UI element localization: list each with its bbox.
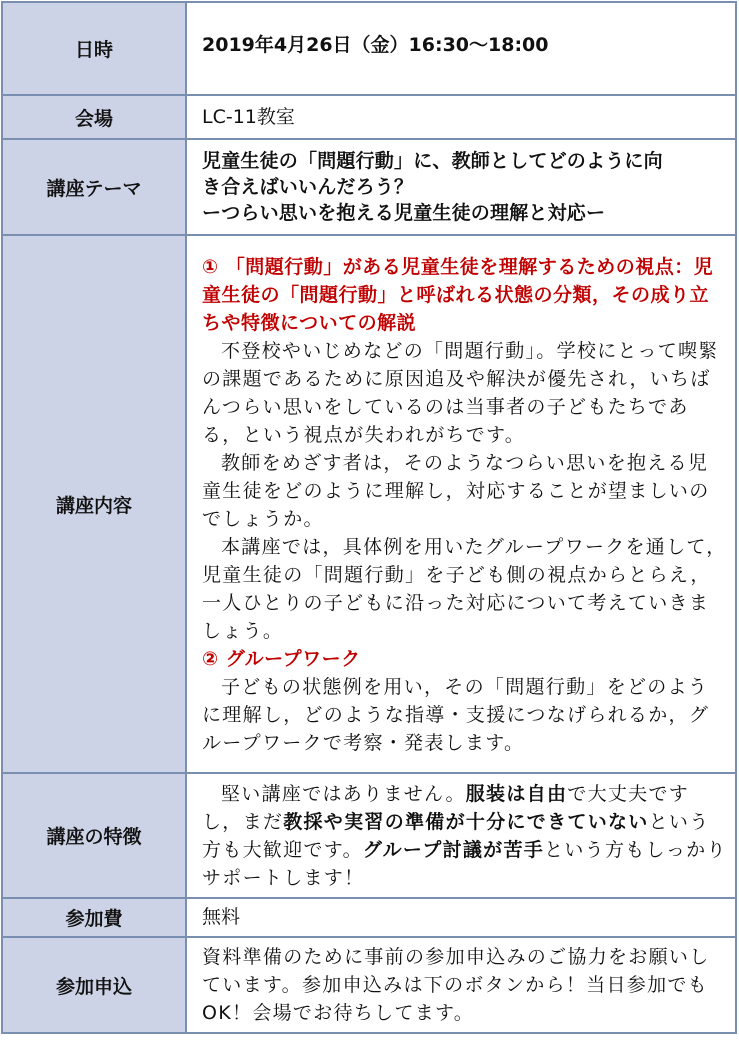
feature-value-cell (186, 773, 736, 898)
row-feature (2, 773, 736, 898)
date-value-cell (186, 2, 736, 95)
feature-text-2: で大丈夫ですし，まだ (202, 782, 690, 833)
feature-bold-2: 教採や実習の準備が十分にできていない (283, 810, 649, 833)
theme-line-1: 児童生徒の「問題行動」に、教師としてどのように向 (202, 150, 663, 172)
feature-bold-3: グループ討議が苦手 (362, 838, 545, 861)
content-heading-1: ① 「問題行動」がある児童生徒を理解するための視点：児童生徒の「問題行動」と呼ばれる状態の分類，その成り立ちや特徴についての解説 (202, 256, 714, 334)
content-heading-2: ② グループワーク (202, 648, 361, 670)
row-fee (2, 898, 736, 937)
seminar-info-table (1, 1, 737, 1034)
content-paragraph-1: 不登校やいじめなどの「問題行動」。学校にとって喫緊の課題であるために原因追及や解決が優先され，いちばんつらい思いをしているのは当事者の子どもたちである，という視点が失われがちです。 (202, 340, 719, 446)
row-content (2, 235, 736, 773)
date-label: 日時 (2, 2, 186, 95)
feature-text-1: 堅い講座ではありません。 (221, 782, 466, 805)
theme-value-cell (186, 139, 736, 235)
date-value: 2019年4月26日（金）16:30〜18:00 (202, 34, 549, 56)
feature-bold-1: 服装は自由 (465, 782, 568, 805)
feature-label: 講座の特徴 (2, 773, 186, 898)
theme-label: 講座テーマ (2, 139, 186, 235)
apply-label: 参加申込 (2, 937, 186, 1033)
row-apply (2, 937, 736, 1033)
theme-line-2: き合えばいいんだろう？ (202, 176, 414, 198)
row-venue (2, 95, 736, 139)
fee-value: 無料 (186, 898, 736, 937)
fee-label: 参加費 (2, 898, 186, 937)
content-label: 講座内容 (2, 235, 186, 773)
venue-label: 会場 (2, 95, 186, 139)
feature-text (202, 780, 727, 892)
feature-text-4: という方もしっかりサポートします！ (202, 838, 727, 889)
apply-value-cell (186, 937, 736, 1033)
content-paragraph-4: 子どもの状態例を用い，その「問題行動」をどのように理解し，どのような指導・支援につなげられるか，グループワークで考察・発表します。 (202, 676, 710, 754)
content-paragraph-3: 本講座では，具体例を用いたグループワークを通して，児童生徒の「問題行動」を子ども側の視点からとらえ，一人ひとりの子どもに沿った対応について考えていきましょう。 (202, 536, 727, 642)
content-body (202, 251, 727, 757)
feature-text-3: という方も大歓迎です。 (202, 810, 710, 861)
content-paragraph-2: 教師をめざす者は，そのようなつらい思いを抱える児童生徒をどのように理解し，対応することが望ましいのでしょうか。 (202, 452, 710, 530)
row-date (2, 2, 736, 95)
content-value-cell (186, 235, 736, 773)
theme-title (202, 148, 727, 226)
theme-subtitle: ーつらい思いを抱える児童生徒の理解と対応ー (202, 202, 606, 224)
venue-value: LC-11教室 (186, 95, 736, 139)
apply-value: 資料準備のために事前の参加申込みのご協力をお願いしています。参加申込みは下のボタンから！当日参加でもOK！会場でお待ちしてます。 (202, 946, 710, 1024)
row-theme (2, 139, 736, 235)
